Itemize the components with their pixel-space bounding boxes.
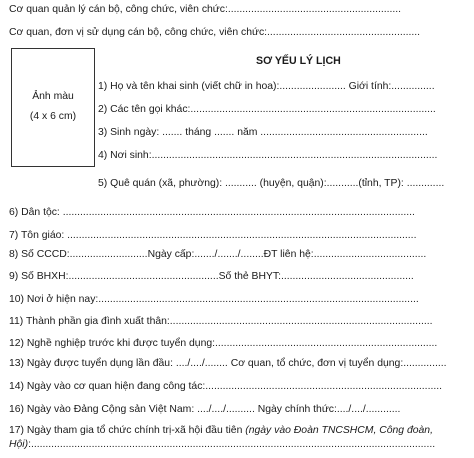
field-religion[interactable]: 7) Tôn giáo: ......................................................................................................................... <box>9 230 417 241</box>
field-current-address[interactable]: 10) Nơi ở hiện nay:............................................................................................................... <box>9 294 419 305</box>
field-party-admission[interactable]: 16) Ngày vào Đảng Cộng sản Việt Nam: ..../..../.......... Ngày chính thức:..../..../............ <box>9 404 401 415</box>
field-social-organization-cont[interactable] <box>9 438 435 451</box>
field-first-recruitment[interactable]: 13) Ngày được tuyển dụng lần đầu: ..../..../........ Cơ quan, tổ chức, đơn vị tuyển dụng:............... <box>9 358 447 369</box>
field-social-insurance[interactable]: 9) Số BHXH:....................................................Số thẻ BHYT:.............................................. <box>9 271 414 282</box>
field-birth-date[interactable]: 3) Sinh ngày: ....... tháng ....... năm .......................................................... <box>98 127 428 138</box>
field-previous-occupation[interactable]: 12) Nghề nghiệp trước khi được tuyển dụng:............................................................................. <box>9 338 438 349</box>
org-management-line: Cơ quan quản lý cán bộ, công chức, viên chức:............................................................ <box>9 4 402 15</box>
field-current-agency-date[interactable]: 14) Ngày vào cơ quan hiện đang công tác:.................................................................................. <box>9 381 443 392</box>
field-social-organization-label: 17) Ngày tham gia tổ chức chính trị-xã hội đầu tiên <box>9 425 246 436</box>
field-hometown[interactable]: 5) Quê quán (xã, phường): ........... (huyện, quận):...........(tỉnh, TP): ............. <box>98 178 445 189</box>
photo-box <box>11 48 95 167</box>
field-full-name[interactable]: 1) Họ và tên khai sinh (viết chữ in hoa):....................... Giới tính:............... <box>98 81 435 92</box>
field-family-background[interactable]: 11) Thành phần gia đình xuất thân:........................................................................................... <box>9 316 433 327</box>
field-ethnicity[interactable]: 6) Dân tộc: .......................................................................................................................... <box>9 207 415 218</box>
field-social-organization-hoi: Hội) <box>9 439 29 450</box>
field-social-organization[interactable] <box>9 424 433 437</box>
field-social-organization-examples: (ngày vào Đoàn TNCSHCM, Công đoàn, <box>245 425 433 436</box>
document-title: SƠ YẾU LÝ LỊCH <box>256 55 341 67</box>
photo-label: Ảnh màu <box>32 91 74 102</box>
field-other-names[interactable]: 2) Các tên gọi khác:..................................................................................... <box>98 104 436 115</box>
field-social-organization-dots: :............................................................................................................................................ <box>28 439 436 450</box>
field-id-card[interactable]: 8) Số CCCD:...........................Ngày cấp:......./......./........ĐT liên hệ:....................................... <box>9 249 427 260</box>
field-birthplace[interactable]: 4) Nơi sinh:................................................................................................... <box>98 150 438 161</box>
org-using-line: Cơ quan, đơn vị sử dụng cán bộ, công chức, viên chức:..................................................... <box>9 27 421 38</box>
photo-size: (4 x 6 cm) <box>29 111 77 122</box>
